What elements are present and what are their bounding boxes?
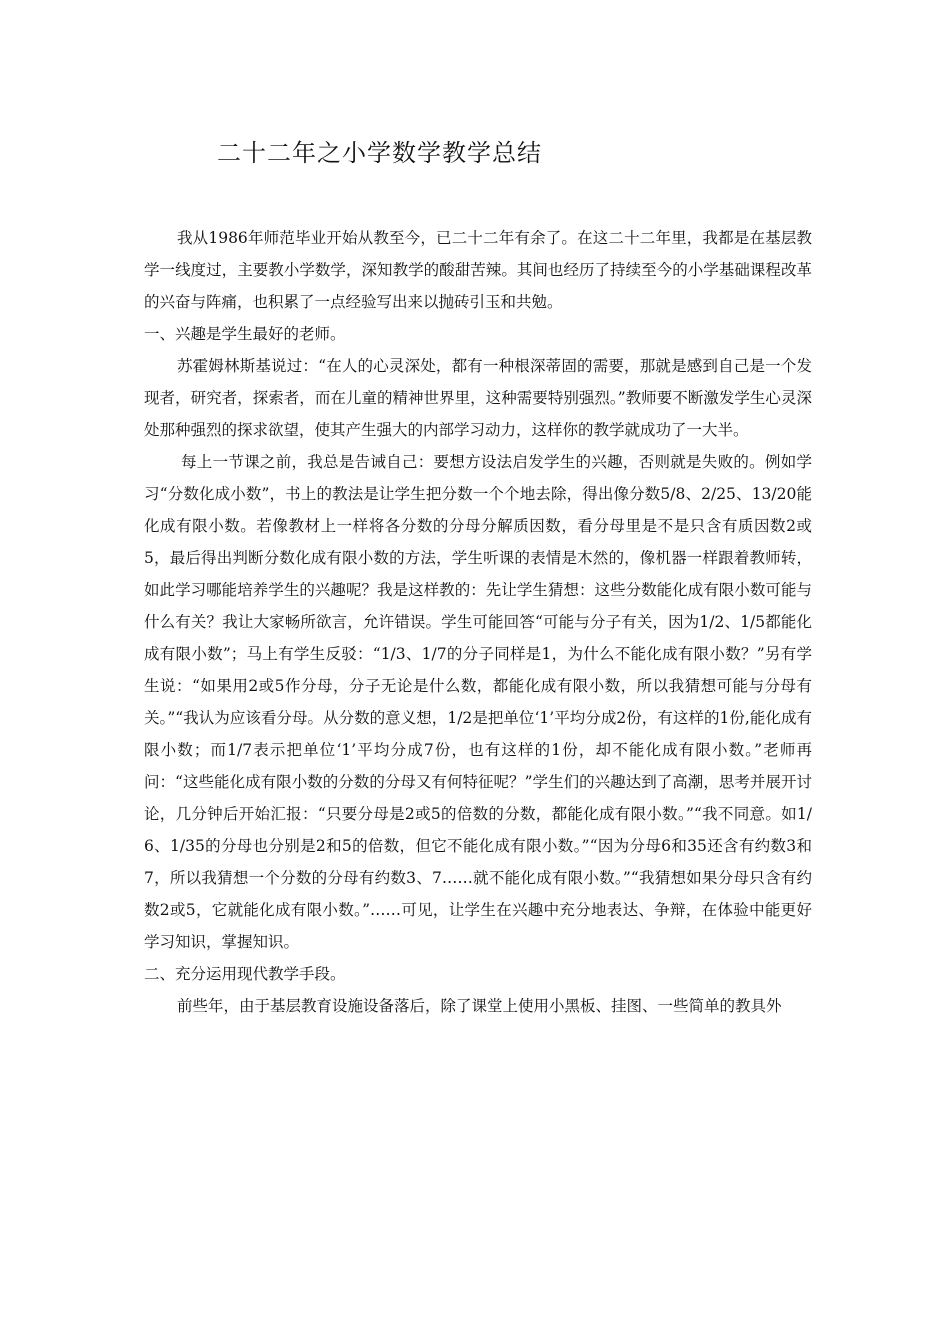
- document-title: 二十二年之小学数学教学总结: [217, 139, 542, 167]
- intro-paragraph: 我从1986年师范毕业开始从教至今，已二十二年有余了。在这二十二年里，我都是在基层教学一线度过，主要教小学数学，深知教学的酸甜苦辣。其间也经历了持续至今的小学基础课程改革的兴奋与阵痛，也积累了一点经验写出来以抛砖引玉和共勉。: [144, 229, 812, 311]
- section-1-heading: 一、兴趣是学生最好的老师。: [144, 325, 346, 343]
- section-2-heading: 二、充分运用现代教学手段。: [144, 965, 346, 983]
- section-1-paragraph-1: 苏霍姆林斯基说过：“在人的心灵深处，都有一种根深蒂固的需要，那就是感到自己是一个发现者，研究者，探索者，而在儿童的精神世界里，这种需要特别强烈。”教师要不断激发学生心灵深处那种强烈的探求欲望，使其产生强大的内部学习动力，这样你的教学就成功了一大半。: [144, 357, 812, 439]
- section-2-paragraph-1: 前些年，由于基层教育设施设备落后，除了课堂上使用小黑板、挂图、一些简单的教具外: [177, 997, 782, 1015]
- section-1-paragraph-2: 每上一节课之前，我总是告诫自己：要想方设法启发学生的兴趣，否则就是失败的。例如学习“分数化成小数”，书上的教法是让学生把分数一个个地去除，得出像分数5/8、2/25、13/20能化成有限小数。若像教材上一样将各分数的分母分解质因数，看分母里是不是只含有质因数2或5，最后得出判断分数化成有限小数的方法，学生听课的表情是木然的，像机器一样跟着教师转，如此学习哪能培养学生的兴趣呢？我是这样教的：先让学生猜想：这些分数能化成有限小数可能与什么有关？我让大家畅所欲言，允许错误。学生可能回答“可能与分子有关，因为1/2、1/5都能化成有限小数”；马上有学生反驳：“1/3、1/7的分子同样是1，为什么不能化成有限小数？”另有学生说：“如果用2或5作分母，分子无论是什么数，都能化成有限小数，所以我猜想可能与分母有关。”“我认为应该看分母。从分数的意义想，1/2是把单位‘1’平均分成2份，有这样的1份,能化成有限小数；而1/7表示把单位‘1’平均分成7份，也有这样的1份，却不能化成有限小数。”老师再问：“这些能化成有限小数的分数的分母又有何特征呢？”学生们的兴趣达到了高潮，思考并展开讨论，几分钟后开始汇报：“只要分母是2或5的倍数的分数，都能化成有限小数。”“我不同意。如1/6、1/35的分母也分别是2和5的倍数，但它不能化成有限小数。”“因为分母6和35还含有约数3和7，所以我猜想一个分数的分母有约数3、7……就不能化成有限小数。”“我猜想如果分母只含有约数2或5，它就能化成有限小数。”……可见，让学生在兴趣中充分地表达、争辩，在体验中能更好学习知识，掌握知识。: [144, 453, 812, 951]
- document-body: [144, 222, 812, 1022]
